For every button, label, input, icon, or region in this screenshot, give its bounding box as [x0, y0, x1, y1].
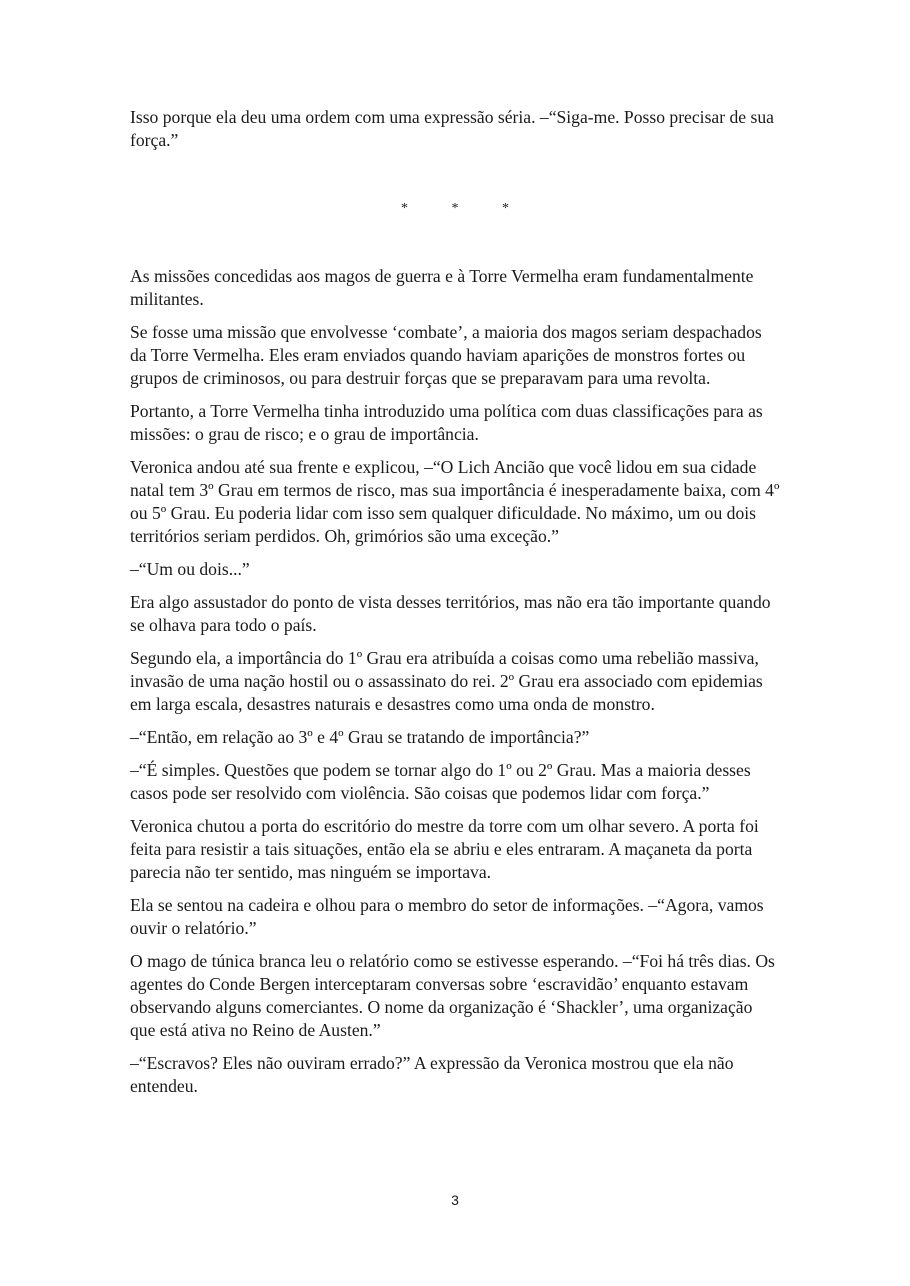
paragraph: –“É simples. Questões que podem se tornar algo do 1º ou 2º Grau. Mas a maioria desses casos pode ser resolvido com violência. São coisas que podemos lidar com força.”	[130, 760, 751, 803]
paragraph: Segundo ela, a importância do 1º Grau era atribuída a coisas como uma rebelião massiva, invasão de uma nação hostil ou o assassinato do rei. 2º Grau era associado com epidemias em larga escala, desastres naturais e desastres como uma onda de monstro.	[130, 648, 763, 714]
section-separator: * * *	[401, 201, 529, 216]
page-number: 3	[451, 1192, 459, 1208]
paragraph: Veronica chutou a porta do escritório do mestre da torre com um olhar severo. A porta foi feita para resistir a tais situações, então ela se abriu e eles entraram. A maçaneta da porta parecia não ter sentido, mas ninguém se importava.	[130, 816, 759, 882]
paragraph: –“Um ou dois...”	[130, 559, 250, 579]
paragraph: –“Escravos? Eles não ouviram errado?” A expressão da Veronica mostrou que ela não entendeu.	[130, 1053, 734, 1096]
paragraph: Ela se sentou na cadeira e olhou para o membro do setor de informações. –“Agora, vamos ouvir o relatório.”	[130, 895, 764, 938]
paragraph: As missões concedidas aos magos de guerra e à Torre Vermelha eram fundamentalmente militantes.	[130, 266, 754, 309]
paragraph: Se fosse uma missão que envolvesse ‘combate’, a maioria dos magos seriam despachados da Torre Vermelha. Eles eram enviados quando haviam aparições de monstros fortes ou grupos de criminosos, ou para destruir forças que se preparavam para uma revolta.	[130, 322, 762, 388]
paragraph: O mago de túnica branca leu o relatório como se estivesse esperando. –“Foi há três dias. Os agentes do Conde Bergen interceptaram conversas sobre ‘escravidão’ enquanto estavam observando alguns comerciantes. O nome da organização é ‘Shackler’, uma organização que está ativa no Reino de Austen.”	[130, 951, 775, 1040]
paragraph: Veronica andou até sua frente e explicou, –“O Lich Ancião que você lidou em sua cidade natal tem 3º Grau em termos de risco, mas sua importância é inesperadamente baixa, com 4º ou 5º Grau. Eu poderia lidar com isso sem qualquer dificuldade. No máximo, um ou dois territórios seriam perdidos. Oh, grimórios são uma exceção.”	[130, 457, 780, 546]
document-page	[130, 106, 780, 1108]
opening-paragraph: Isso porque ela deu uma ordem com uma expressão séria. –“Siga-me. Posso precisar de sua força.”	[130, 107, 774, 150]
paragraph: Era algo assustador do ponto de vista desses territórios, mas não era tão importante quando se olhava para todo o país.	[130, 592, 771, 635]
paragraph: Portanto, a Torre Vermelha tinha introduzido uma política com duas classificações para as missões: o grau de risco; e o grau de importância.	[130, 401, 763, 444]
paragraph: –“Então, em relação ao 3º e 4º Grau se tratando de importância?”	[130, 727, 590, 747]
body-text	[130, 265, 780, 1098]
